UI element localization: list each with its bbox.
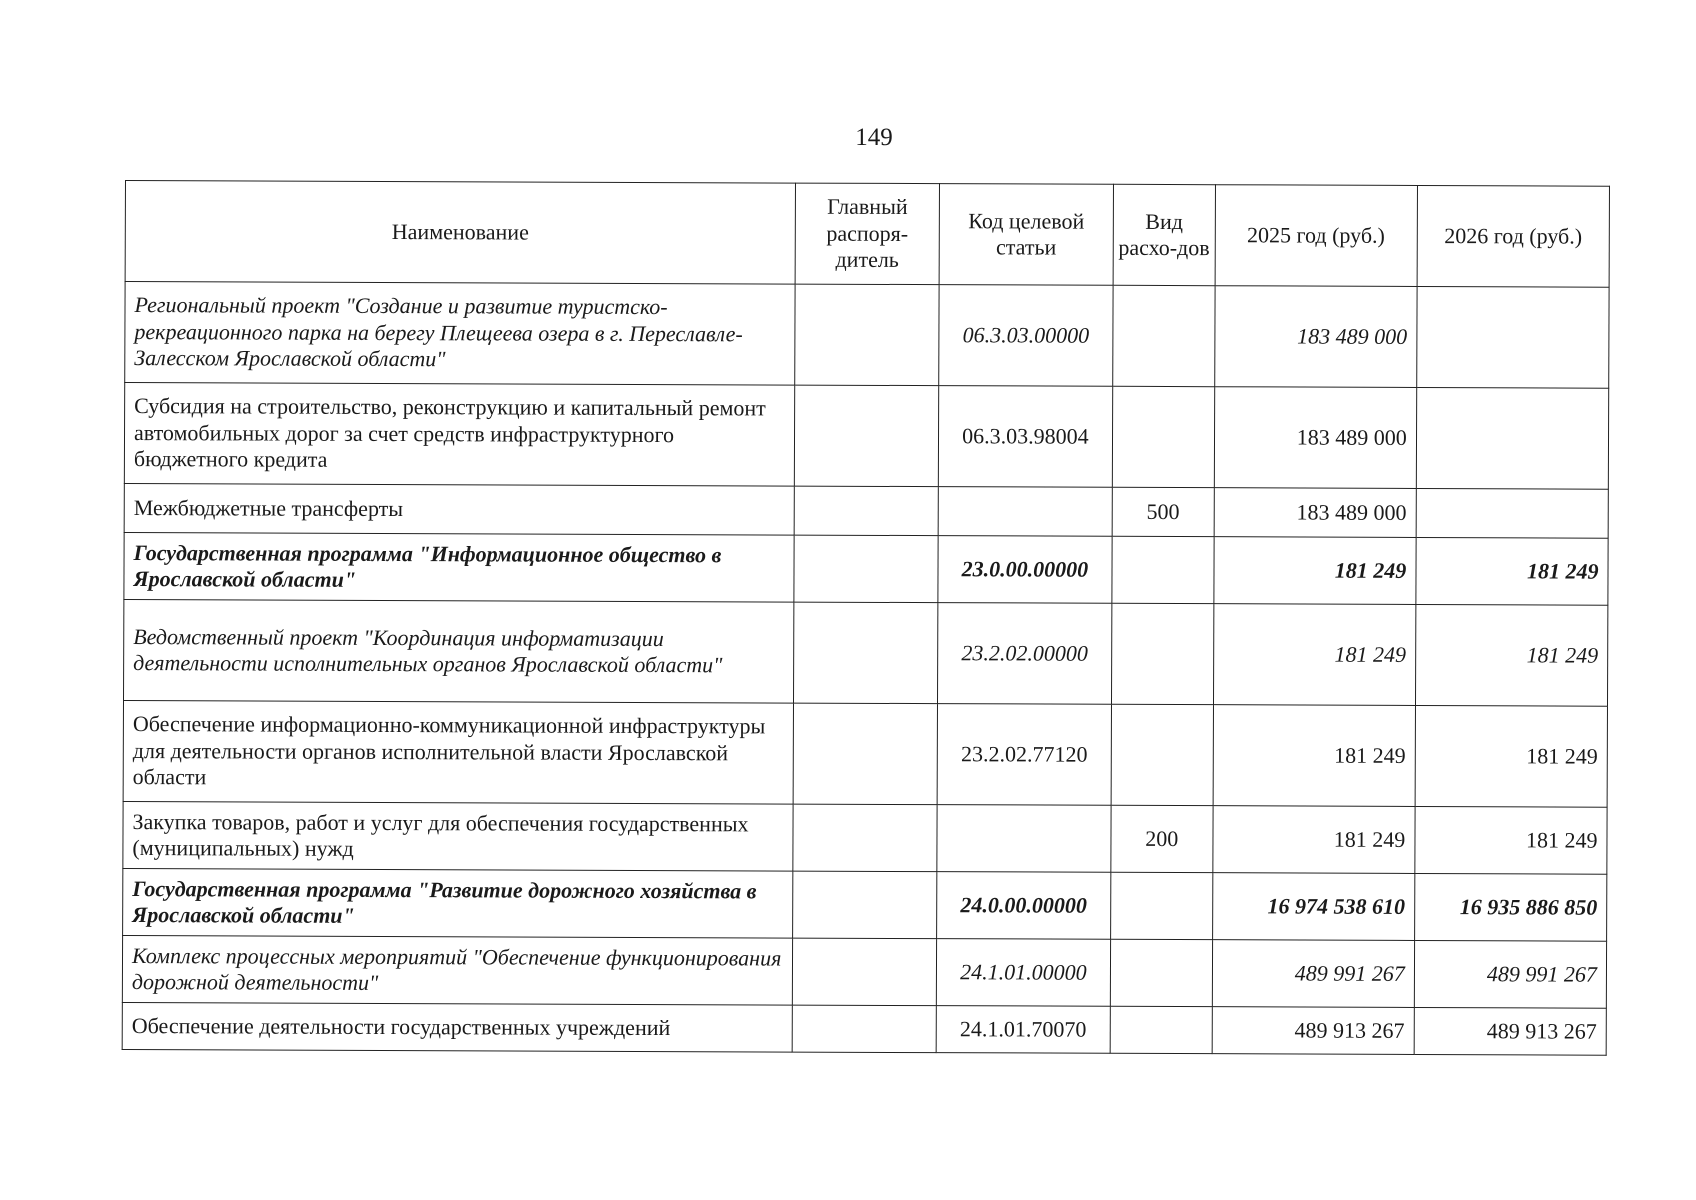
header-2026: 2026 год (руб.) [1417, 185, 1610, 287]
row-2026 [1416, 488, 1608, 538]
row-kind [1110, 939, 1212, 1006]
row-manager [793, 804, 937, 872]
row-2026: 181 249 [1416, 537, 1608, 605]
row-2025: 183 489 000 [1214, 488, 1416, 538]
row-code: 23.2.02.00000 [937, 603, 1111, 705]
row-kind [1111, 704, 1213, 805]
table-row [124, 483, 1608, 538]
row-manager [792, 1005, 936, 1053]
row-kind: 200 [1111, 805, 1213, 872]
table-row [123, 700, 1607, 807]
row-kind [1112, 386, 1214, 487]
row-manager [793, 703, 937, 805]
table-row [124, 383, 1608, 490]
row-2025: 16 974 538 610 [1212, 873, 1414, 941]
row-manager [794, 602, 938, 704]
row-2026: 181 249 [1415, 806, 1607, 874]
row-name: Государственная программа "Развитие дорожного хозяйства в Ярославской области" [123, 868, 793, 938]
row-code: 23.0.00.00000 [938, 536, 1112, 604]
row-2025: 489 991 267 [1212, 940, 1414, 1008]
row-2025: 181 249 [1213, 705, 1416, 807]
header-code: Код целевой статьи [939, 184, 1113, 286]
row-2025: 181 249 [1213, 537, 1415, 605]
header-kind: Вид расхо-дов [1113, 184, 1215, 285]
budget-table [122, 180, 1610, 1056]
table-header-row [125, 181, 1609, 288]
row-2026: 181 249 [1415, 604, 1608, 706]
row-2026: 489 991 267 [1414, 940, 1606, 1008]
row-code [937, 805, 1111, 873]
table-row [124, 599, 1608, 706]
row-2025: 183 489 000 [1214, 286, 1417, 388]
row-manager [795, 284, 939, 386]
row-name: Обеспечение информационно-коммуникационной инфраструктуры для деятельности органов исполнительной власти Ярославской области [123, 700, 793, 804]
table-row [123, 801, 1607, 874]
header-name: Наименование [125, 181, 795, 285]
row-code [938, 487, 1112, 537]
row-code: 24.1.01.70070 [936, 1006, 1110, 1054]
row-code: 06.3.03.98004 [938, 386, 1112, 488]
row-2026: 489 913 267 [1414, 1007, 1606, 1055]
row-kind: 500 [1112, 487, 1214, 536]
table-row [123, 868, 1607, 941]
budget-table-container [122, 180, 1610, 1056]
page-number: 149 [855, 124, 893, 151]
row-name: Закупка товаров, работ и услуг для обеспечения государственных (муниципальных) нужд [123, 801, 793, 871]
row-manager [794, 486, 938, 536]
row-2025: 181 249 [1212, 806, 1414, 874]
row-name: Комплекс процессных мероприятий "Обеспечение функционирования дорожной деятельности" [122, 935, 792, 1005]
table-row [122, 935, 1606, 1008]
row-manager [794, 385, 938, 487]
table-row [124, 532, 1608, 605]
row-kind [1111, 872, 1213, 939]
row-kind [1113, 285, 1215, 386]
row-code: 24.1.01.00000 [936, 939, 1110, 1007]
row-name: Ведомственный проект "Координация информатизации деятельности исполнительных органов Ярославской области" [124, 599, 794, 703]
row-code: 06.3.03.00000 [939, 285, 1113, 387]
row-2026 [1416, 387, 1609, 489]
row-code: 23.2.02.77120 [937, 704, 1111, 806]
row-name: Обеспечение деятельности государственных учреждений [122, 1002, 792, 1052]
row-2026: 181 249 [1415, 705, 1608, 807]
row-kind [1112, 536, 1214, 603]
row-2025: 181 249 [1213, 604, 1416, 706]
header-manager: Главный распоря-дитель [795, 183, 939, 285]
row-name: Государственная программа "Информационное общество в Ярославской области" [124, 532, 794, 602]
row-manager [794, 535, 938, 603]
row-code: 24.0.00.00000 [937, 872, 1111, 940]
row-manager [793, 871, 937, 939]
row-2025: 183 489 000 [1214, 387, 1417, 489]
table-row [125, 282, 1609, 389]
row-kind [1111, 603, 1213, 704]
header-2025: 2025 год (руб.) [1215, 185, 1418, 287]
row-name: Региональный проект "Создание и развитие туристско-рекреационного парка на берегу Плещеева озера в г. Переславле-Залесском Ярославской области" [125, 282, 795, 386]
row-name: Межбюджетные трансферты [124, 483, 794, 535]
row-2026: 16 935 886 850 [1414, 873, 1606, 941]
row-2025: 489 913 267 [1212, 1007, 1414, 1055]
row-kind [1110, 1006, 1212, 1053]
row-name: Субсидия на строительство, реконструкцию и капитальный ремонт автомобильных дорог за счет средств инфраструктурного бюджетного кредита [124, 383, 794, 487]
table-row [122, 1002, 1606, 1055]
row-2026 [1417, 286, 1610, 388]
row-manager [792, 938, 936, 1006]
